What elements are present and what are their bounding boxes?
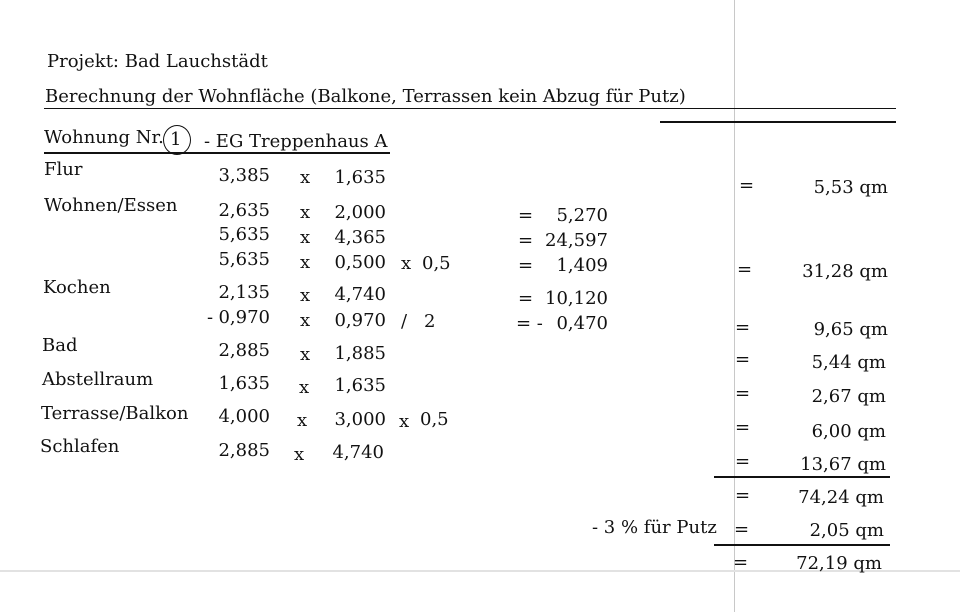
total-value: 5,53 qm [813,177,888,198]
dimension-b: 4,740 [332,442,384,463]
room-label: Wohnen/Essen [44,195,178,216]
partial-result: 5,270 [556,205,608,226]
dimension-b: 4,365 [334,227,386,248]
total-equals: = [735,317,751,338]
total-value: 5,44 qm [811,352,886,373]
unit-number: 1 [170,129,182,150]
equals-sign: = [518,288,534,309]
total-equals: = [737,259,753,280]
total-value: 9,65 qm [813,319,888,340]
operator-sign: x [401,253,412,274]
multiply-sign: x [300,252,311,273]
total-value: 6,00 qm [811,421,886,442]
operator-sign: x [399,411,410,432]
multiply-sign: x [300,310,311,331]
dimension-a: 1,635 [218,373,270,394]
room-label: Schlafen [40,436,120,457]
dimension-a: 2,135 [218,282,270,303]
total-value: 31,28 qm [802,261,888,282]
factor: 0,5 [422,253,451,274]
total-equals: = [735,349,751,370]
dimension-b: 1,885 [334,343,386,364]
room-label: Terrasse/Balkon [41,403,189,424]
partial-result: 10,120 [545,288,608,309]
dimension-b: 0,500 [334,252,386,273]
unit-prefix: Wohnung Nr. [44,127,164,148]
dimension-a: 2,635 [218,200,270,221]
project-title: Projekt: Bad Lauchstädt [47,51,268,72]
multiply-sign: x [300,227,311,248]
dimension-a: 3,385 [218,165,270,186]
multiply-sign: x [299,377,310,398]
total-equals: = [734,519,750,540]
multiply-sign: x [300,202,311,223]
operator-sign: / [401,311,408,332]
total-value: 72,19 qm [796,553,882,574]
room-label: Kochen [43,277,111,298]
total-equals: = [739,175,755,196]
unit-underline [44,152,390,154]
sum-rule [714,544,890,546]
dimension-b: 0,970 [334,310,386,331]
total-value: 13,67 qm [800,454,886,475]
dimension-a: 0,970 [218,307,270,328]
total-equals: = [735,451,751,472]
dimension-b: 4,740 [334,284,386,305]
partial-result: 0,470 [556,313,608,334]
dimension-a: 4,000 [218,406,270,427]
dimension-a: 5,635 [218,249,270,270]
multiply-sign: x [300,285,311,306]
total-equals: = [733,552,749,573]
dimension-b: 1,635 [334,167,386,188]
total-equals: = [735,485,751,506]
dimension-b: 3,000 [334,409,386,430]
total-value: 2,67 qm [811,386,886,407]
equals-sign: = [518,255,534,276]
partial-result: 1,409 [556,255,608,276]
minus-sign: - [207,307,214,328]
total-value: 2,05 qm [809,520,884,541]
equals-sign: = [518,205,534,226]
total-value: 74,24 qm [798,487,884,508]
room-label: Bad [42,335,78,356]
subtitle-underline [44,108,896,109]
total-equals: = [735,383,751,404]
header-rule [660,121,896,123]
dimension-b: 2,000 [334,202,386,223]
dimension-a: 5,635 [218,224,270,245]
multiply-sign: x [300,344,311,365]
room-label: Abstellraum [42,369,154,390]
factor: 2 [424,311,436,332]
partial-result: 24,597 [545,230,608,251]
room-label: Flur [44,159,83,180]
multiply-sign: x [294,444,305,465]
dimension-a: 2,885 [218,340,270,361]
total-equals: = [735,417,751,438]
calculation-subtitle: Berechnung der Wohnfläche (Balkone, Terrassen kein Abzug für Putz) [45,86,686,107]
dimension-a: 2,885 [218,440,270,461]
multiply-sign: x [297,410,308,431]
unit-suffix: - EG Treppenhaus A [204,131,388,152]
sum-rule [714,476,890,478]
equals-sign: = [518,230,534,251]
equals-sign: = - [516,313,543,334]
deduction-label: - 3 % für Putz [592,517,717,538]
dimension-b: 1,635 [334,375,386,396]
multiply-sign: x [300,167,311,188]
factor: 0,5 [420,409,449,430]
